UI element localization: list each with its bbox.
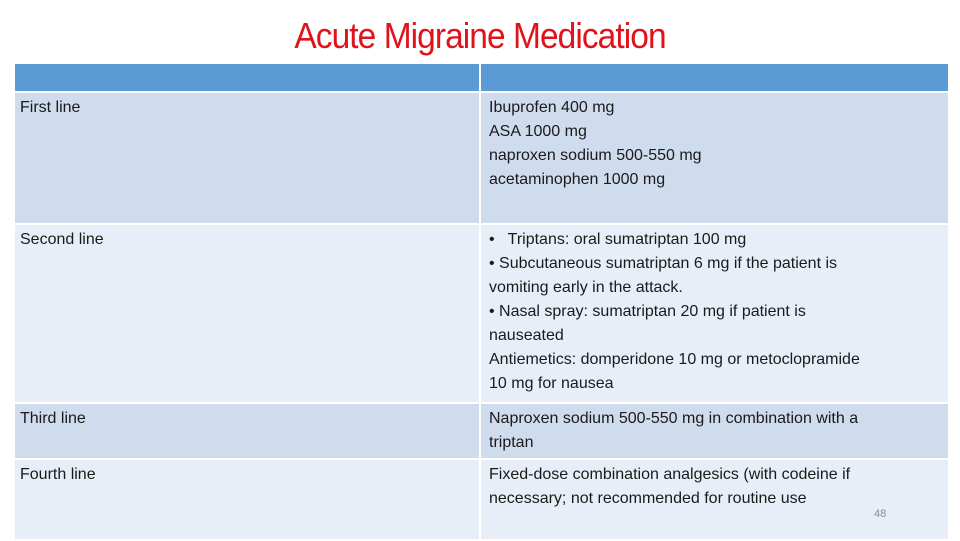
- content-line: 10 mg for nausea: [489, 375, 614, 392]
- slide-title: Acute Migraine Medication: [294, 15, 666, 56]
- content-line: necessary; not recommended for routine use: [489, 490, 807, 507]
- content-line: nauseated: [489, 327, 564, 344]
- content-line: • Triptans: oral sumatriptan 100 mg: [489, 231, 747, 248]
- content-line: • Nasal spray: sumatriptan 20 mg if patient is: [489, 303, 806, 320]
- table-row: [15, 460, 948, 539]
- table-row: [15, 93, 948, 223]
- content-line: naproxen sodium 500-550 mg: [489, 147, 702, 164]
- table-row: [15, 225, 948, 402]
- row-content: [481, 225, 948, 402]
- table-header-row: [15, 64, 948, 91]
- content-line: Ibuprofen 400 mg: [489, 99, 615, 116]
- content-line: triptan: [489, 434, 534, 451]
- content-line: acetaminophen 1000 mg: [489, 171, 666, 188]
- content-line: Naproxen sodium 500-550 mg in combination with a: [489, 410, 859, 427]
- row-content: [481, 404, 948, 458]
- header-cell-2: [481, 64, 948, 91]
- row-label: Second line: [15, 225, 479, 402]
- page-number: 48: [874, 508, 887, 520]
- medication-table: [13, 62, 950, 541]
- content-line: Fixed-dose combination analgesics (with codeine if: [489, 466, 851, 483]
- row-label: First line: [15, 93, 479, 223]
- row-label: Fourth line: [15, 460, 479, 539]
- header-cell-1: [15, 64, 479, 91]
- content-line: • Subcutaneous sumatriptan 6 mg if the patient is: [489, 255, 838, 272]
- content-line: Antiemetics: domperidone 10 mg or metoclopramide: [489, 351, 860, 368]
- table-row: [15, 404, 948, 458]
- content-line: ASA 1000 mg: [489, 123, 587, 140]
- row-content: [481, 460, 948, 539]
- row-label: Third line: [15, 404, 479, 458]
- row-content: [481, 93, 948, 223]
- content-line: vomiting early in the attack.: [489, 279, 683, 296]
